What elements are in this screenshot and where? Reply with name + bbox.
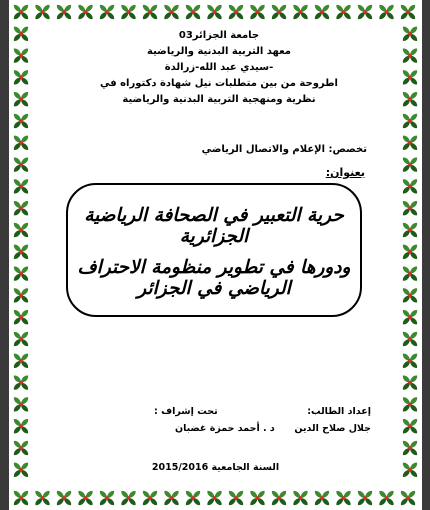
thesis-title-box: [66, 183, 362, 317]
institution-header: [69, 28, 369, 108]
student-name: جلال صلاح الدين: [294, 423, 371, 434]
page-content: [9, 0, 422, 510]
thesis-field: نظرية ومنهجية التربية البدنية والرياضية: [122, 94, 316, 105]
university-name: جامعة الجزائر03: [178, 30, 260, 41]
thesis-title-line-1: حرية التعبير في الصحافة الرياضية الجزائرية: [84, 205, 344, 247]
student-label: إعداد الطالب:: [307, 406, 371, 417]
specialization: تخصص: الإعلام والاتصال الرياضي: [201, 144, 367, 155]
supervisor-name: د . أحمد حمزة غضبان: [175, 423, 275, 434]
institute-name: معهد التربية البدنية والرياضية: [147, 46, 291, 57]
academic-year: السنة الجامعية 2015/2016: [151, 462, 280, 473]
supervisor-label: تحت إشراف :: [154, 406, 218, 417]
title-label: بعنوان:: [325, 166, 365, 179]
thesis-title-line-2: ودورها في تطوير منظومة الاحتراف الرياضي في الجزائر: [77, 257, 351, 299]
thesis-purpose: اطروحة من بين متطلبات نيل شهادة دكتوراه في: [100, 78, 338, 89]
institute-location: سيدي عبد الله-زرالدة-: [164, 62, 274, 73]
document-page: [9, 0, 422, 510]
